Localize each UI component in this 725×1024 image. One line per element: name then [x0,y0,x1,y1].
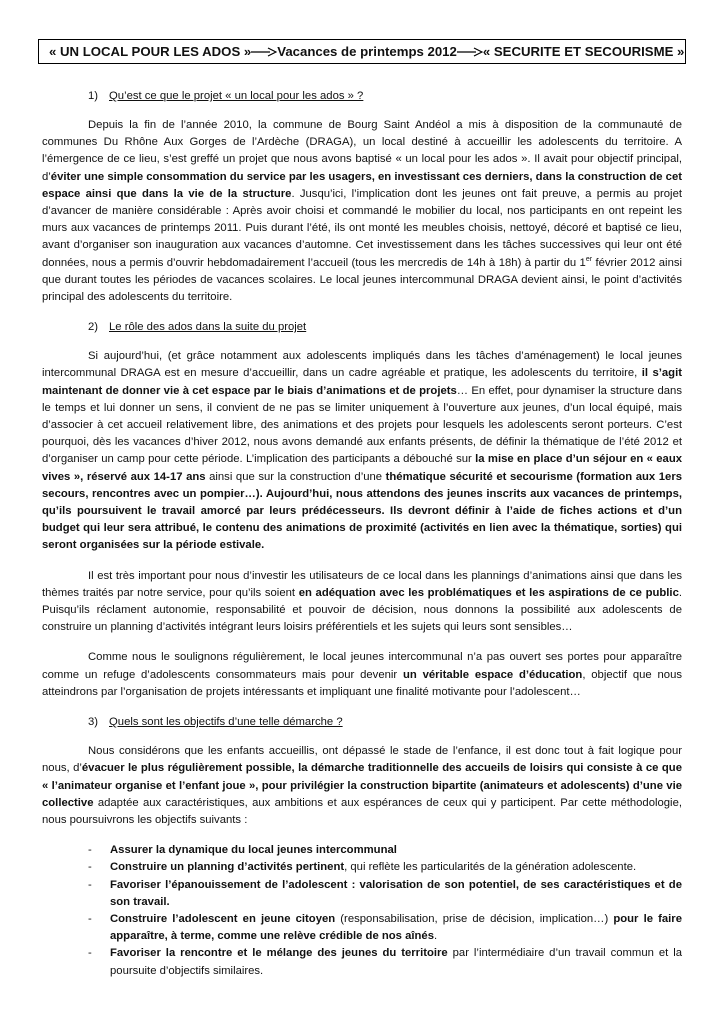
section-1-heading [42,88,682,105]
text-run: (responsabilisation, prise de décision, implication…) [335,912,614,925]
bold-text-run: un véritable espace d’éducation [402,668,583,681]
text-run: Comme nous le soulignons régulièrement, le local jeunes intercommunal n’a pas ouvert ses portes pour apparaître comme un refuge d’adolescents consommateurs mais pour devenir [42,651,682,681]
text-run: . Puisqu’ils réclament autonomie, responsabilité et pouvoir de décision, nous donnons la possibilité aux adolescents de construire un planning d’activités intégrant leurs loisirs préférentiels et les sujets qui leurs sont sensibles… [42,586,682,634]
section-2-paragraph-3 [42,649,682,701]
document-body [42,88,682,980]
objectives-list [42,842,682,980]
text-run: … En effet, pour dynamiser la structure dans le temps et lui donner un sens, il convient de ne pas se limiter uniquement à l’ouverture aux jeunes, d’un local équipé, mais d’associer à cet accueil relativement libre, des animations et des projets pour lesquels les adolescents seront porteurs. C’est pourquoi, dès les vacances d’hiver 2012, nous avons demandé aux enfants présents, de définir la thématique de l’été 2012 et d’organiser un camp pour cette période. L’implication des participants a débouché sur [42,384,682,466]
title-banner [38,39,686,64]
text-run: février 2012 ainsi que durant toutes les périodes de vacances scolaires. Le local jeunes intercommunal DRAGA devient ainsi, le point d’activités principal des adolescents du territoire. [42,256,683,304]
bold-text-run: Favoriser l’épanouissement de l’adolescent : valorisation de son potentiel, de ses caractéristiques et de son travail. [110,878,682,908]
bold-text-run: la mise en place d’un séjour en « eaux vives », réservé aux 14-17 ans [42,453,683,483]
section-2-heading [42,319,682,336]
text-run: adaptée aux caractéristiques, aux ambitions et aux espérances de ceux qui y participent. Par cette méthodologie, nous poursuivrons les objectifs suivants : [42,796,682,826]
bold-text-run: il s’agit maintenant de donner vie à cet espace par le biais d’animations et de projets [42,367,682,397]
bold-text-run: en adéquation avec les problématiques et les aspirations de ce public [298,586,679,599]
list-item [42,842,682,859]
section-2-paragraph-2 [42,568,682,637]
text-run: , objectif que nous atteindrons par l’organisation de projets intéressants et impliquant une finalité motivante pour l’adolescent… [42,668,683,698]
text-run: par l’intermédiaire d’un travail commun et la poursuite d’objectifs similaires. [110,947,682,977]
bullet-dash: - [88,861,92,874]
arrow-right-icon [251,47,277,57]
list-item [42,859,682,876]
bullet-dash: - [88,947,92,960]
bullet-dash: - [88,844,92,857]
bold-text-run: Assurer la dynamique du local jeunes intercommunal [110,844,397,857]
text-run: , qui reflète les particularités de la génération adolescente. [344,861,637,874]
text-run: ainsi que sur la construction d’une [205,470,386,483]
bullet-dash: - [88,878,92,891]
bold-text-run: évacuer le plus régulièrement possible, la démarche traditionnelle des accueils de loisirs qui consiste à ce que « l’animateur organise et l’enfant joue », pour privilégier la construction bipartite (animateurs et adolescents) d’une vie collective [42,762,682,809]
bullet-dash: - [88,912,92,925]
bold-text-run: Construire un planning d’activités pertinent [110,861,345,874]
title-left: « UN LOCAL POUR LES ADOS » [49,43,252,59]
title-middle: Vacances de printemps 2012 [277,43,457,59]
text-run: Si aujourd’hui, (et grâce notamment aux adolescents impliqués dans les tâches d’aménagement) le local jeunes intercommunal DRAGA est en mesure d’accueillir, dans un cadre agréable et pratique, les adolescents du territoire, [42,350,682,380]
bold-text-run: thématique sécurité et secourisme (formation aux 1ers secours, rencontres avec un pompier…). Aujourd’hui, nous attendons des jeunes inscrits aux vacances de printemps, qu’ils poursuivent le travail amorcé par leurs prédécesseurs. Ils devront définir à l’aide de fiches actions et d’un budget qui leur sera attribué, le contenu des animations de proximité (activités en lien avec la thématique, sorties) qui seront organisées sur la période estivale. [42,470,682,552]
arrow-right-icon [457,47,483,57]
bold-text-run: pour le faire apparaître, à terme, comme une relève crédible de nos aînés [110,912,682,943]
section-title: Le rôle des ados dans la suite du projet [109,321,307,334]
bold-text-run: Construire l’adolescent en jeune citoyen [110,912,336,925]
list-item [42,945,682,979]
section-number: 2) [88,321,99,334]
text-run: Nous considérons que les enfants accueillis, ont dépassé le stade de l’enfance, il est donc tout à fait logique pour nous, d’ [42,745,682,775]
list-item [42,877,682,911]
section-number: 3) [88,716,99,729]
list-item [42,911,682,945]
section-3-paragraph [42,743,682,829]
section-title: Quels sont les objectifs d’une telle démarche ? [109,716,343,729]
section-1-paragraph [42,117,682,306]
bold-text-run: Favoriser la rencontre et le mélange des jeunes du territoire [110,947,448,960]
section-2-paragraph-1 [42,348,682,554]
superscript: er [585,255,593,263]
text-run: . [434,930,438,943]
title-right: « SECURITE ET SECOURISME » [482,43,685,59]
section-3-heading [42,714,682,731]
section-title: Qu’est ce que le projet « un local pour les ados » ? [109,90,364,102]
bold-text-run: éviter une simple consommation du service par les usagers, en investissant ces derniers, dans la construction de cet espace ainsi que dans la vie de la structure [42,170,682,200]
section-number: 1) [88,90,99,102]
text-run: Depuis la fin de l’année 2010, la commune de Bourg Saint Andéol a mis à disposition de la communauté de communes Du Rhône Aux Gorges de l’Ardèche (DRAGA), un local destiné à accueillir les adolescents du territoire. A l’émergence de ce lieu, s’est greffé un projet que nous avons baptisé « un local pour les ados ». Il avait pour objectif principal, d’ [42,119,682,183]
text-run: Il est très important pour nous d’investir les utilisateurs de ce local dans les plannings d’animations ainsi que dans les thèmes traités par notre service, pour qu’ils soient [42,569,682,599]
text-run: . Jusqu’ici, l’implication dont les jeunes ont fait preuve, a permis au projet d’avancer de manière considérable : Après avoir choisi et commandé le mobilier du local, nos participants en ont repeint les murs aux vacances de printemps 2011. Puis durant l’été, ils ont monté les meubles choisis, nettoyé, décoré et baptisé ce lieu, avant d’organiser son inauguration aux vacances d’automne. Cet investissement dans les tâches successives qui leur ont été données, nous a permis d’ouvrir hebdomadairement l’accueil (tous les mercredis de 14h à 18h) à partir du 1 [42,187,682,269]
